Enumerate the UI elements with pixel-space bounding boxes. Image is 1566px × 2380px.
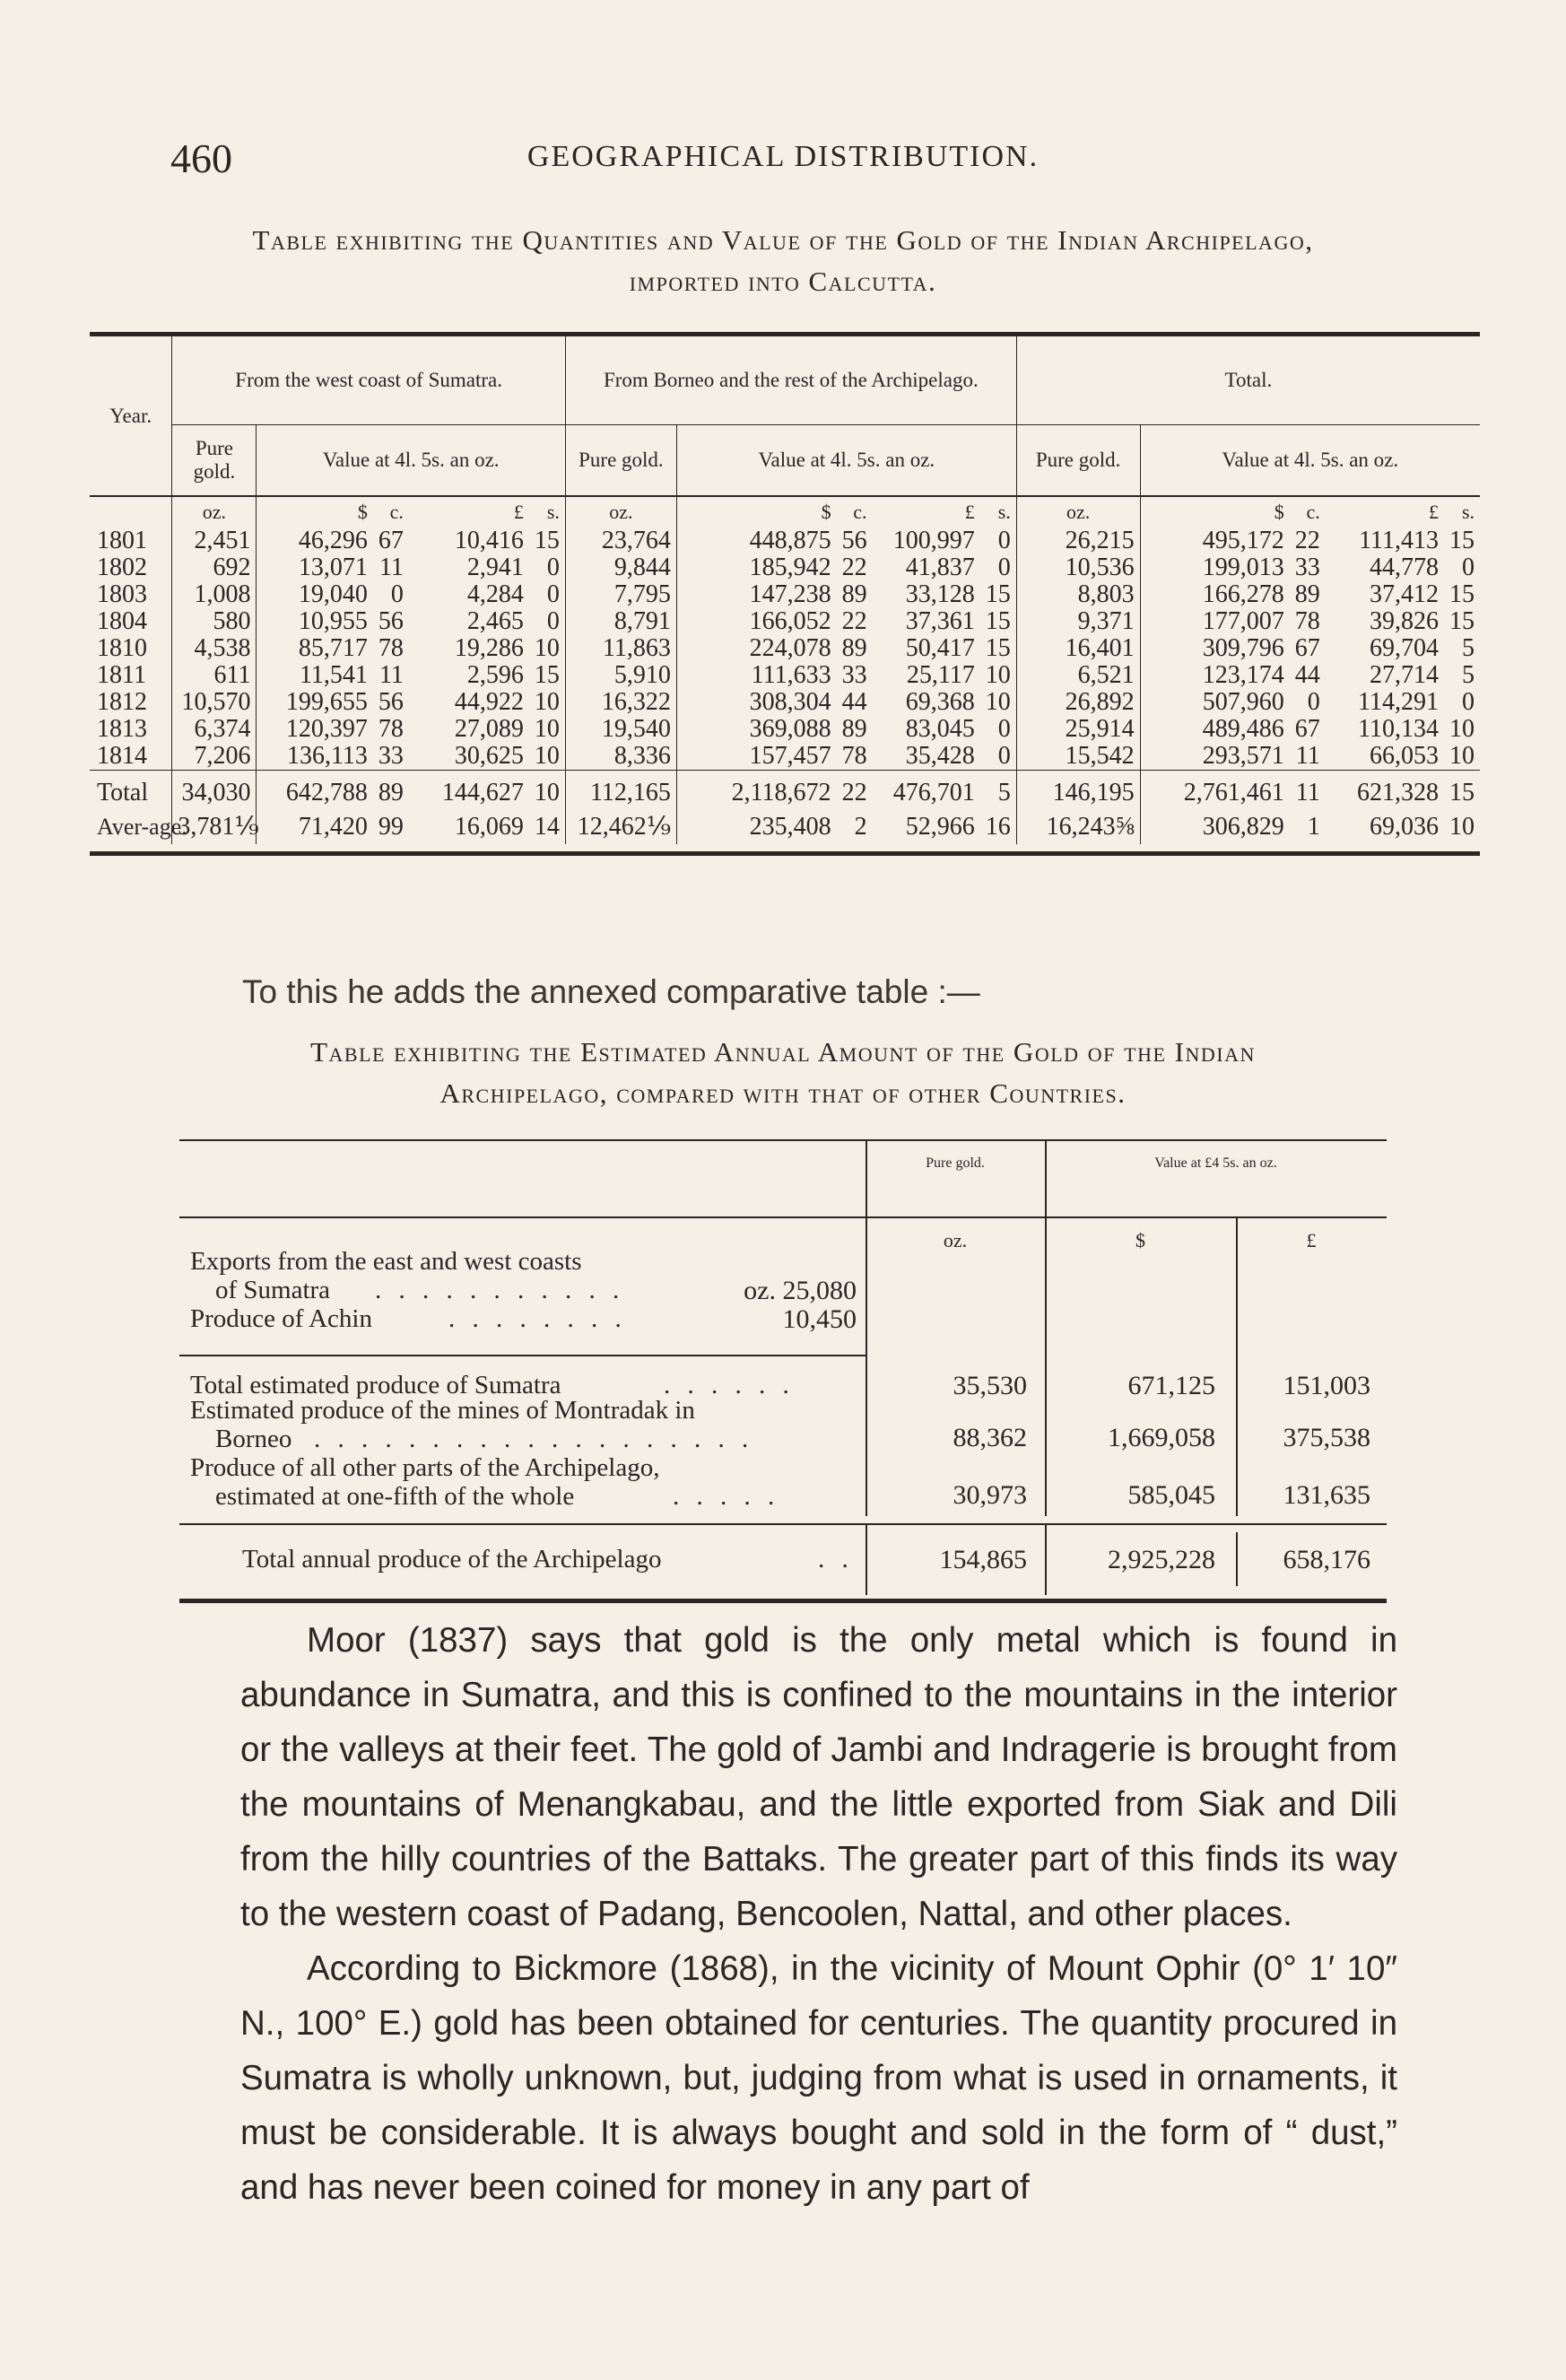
borneo-oz-cell: 5,910 [565,662,676,689]
total-dollars-cell: 199,013 33 [1140,554,1326,581]
borneo-dollars-cell: 147,238 89 [676,581,872,608]
leader-dots: . . . . . . [664,1371,795,1399]
borneo-pounds-cell: 83,045 0 [905,715,1011,743]
total-dollars-cell: 309,796 67 [1140,635,1326,662]
borneo-pounds-cell: 476,701 5 [873,771,1017,811]
t2-unit-oz: oz. [943,1229,968,1251]
table-row [90,608,1480,635]
total-group-header: Total. [1016,336,1480,425]
borneo-oz-cell: 23,764 [565,527,676,554]
table-row [90,581,1480,608]
sumatra-oz-cell: 4,538 [172,635,257,662]
sumatra-oz-cell: 34,030 [172,771,257,811]
borneo-pounds-cell: 33,128 15 [905,580,1011,608]
year-cell: 1812 [97,688,147,716]
table1-caption [126,220,1440,302]
borneo-dollars-cell: 185,942 22 [676,554,872,581]
comparative-table [179,1139,1387,1606]
sumatra-dollars-cell: 199,655 56 [257,689,409,716]
t2-unit-dollar: $ [1135,1229,1145,1251]
units-row [90,497,1480,527]
total-dollars-cell: 177,007 78 [1140,608,1326,635]
borneo-dollars-cell: 157,457 78 [676,743,872,771]
unit-pound-shilling: £ s. [964,501,1011,523]
total-pounds-cell: 69,036 10 [1370,813,1475,841]
total-pounds-cell: 39,826 15 [1370,607,1475,635]
total-oz-cell: 10,536 [1016,554,1140,581]
sumatra-oz-cell: 6,374 [172,716,257,743]
sumatra-pounds-cell: 4,284 0 [466,580,560,608]
sumatra-pounds-cell: 2,941 0 [466,554,560,581]
borneo-oz-cell: 112,165 [565,771,676,811]
col-pure-gold-header: Pure gold. [926,1155,985,1171]
year-cell: 1811 [97,661,146,689]
intro-sentence: To this he adds the annexed comparative table :— [242,973,980,1010]
leader-dots: . . . . . . . . . . . . . . . . . . . [314,1425,754,1453]
borneo-dollars-cell: 111,633 33 [676,662,872,689]
other-label-line2: estimated at one-fifth of the whole [215,1482,575,1511]
borneo-pounds-cell: 25,117 10 [906,661,1011,689]
total-dollars-cell: 2,761,461 11 [1140,771,1326,811]
leader-dots: . . . . . . . . [448,1304,627,1333]
table-row [90,743,1480,771]
sumatra-oz-cell: 611 [172,662,257,689]
year-cell: Aver-age. [97,814,187,840]
total-oz-cell: 26,892 [1016,689,1140,716]
table2-caption-line2: Archipelago, compared with that of other Countries. [439,1077,1127,1109]
table2-divider [1236,1218,1238,1516]
sumatra-pounds-cell: 16,069 14 [454,813,560,841]
borneo-dollars-cell: 308,304 44 [676,689,872,716]
table2-top-rule [179,1139,1387,1141]
total-oz-cell: 146,195 [1016,771,1140,811]
montradak-pounds: 375,538 [1283,1423,1370,1452]
table1-totals [90,771,1480,845]
unit-dollar-cents: $ c. [1140,497,1326,527]
grand-total-label: Total annual produce of the Archipelago [242,1545,662,1574]
borneo-pounds-cell: 41,837 0 [905,554,1011,581]
borneo-dollars-cell: 235,408 2 [676,810,872,844]
sumatra-dollars-cell: 13,071 11 [257,554,409,581]
borneo-dollars-cell: 2,118,672 22 [676,771,872,811]
table-row [90,716,1480,743]
montradak-label-line2: Borneo [215,1425,292,1453]
borneo-dollars-cell: 166,052 22 [676,608,872,635]
achin-label: Produce of Achin [190,1304,372,1333]
sumatra-oz-cell: 580 [172,608,257,635]
sumatra-total-label: Total estimated produce of Sumatra [190,1371,561,1399]
total-oz-cell: 16,401 [1016,635,1140,662]
unit-oz: oz. [1016,497,1140,527]
borneo-dollars-cell: 369,088 89 [676,716,872,743]
table-row [90,635,1480,662]
total-dollars-cell: 166,278 89 [1140,581,1326,608]
total-dollars-cell: 123,174 44 [1140,662,1326,689]
table-row [90,689,1480,716]
sumatra-pounds-cell: 19,286 10 [454,634,560,662]
table2-subrule [179,1523,1387,1525]
total-dollars-cell: 507,960 0 [1140,689,1326,716]
achin-amount: 10,450 [782,1304,857,1334]
borneo-value-header: Value at 4l. 5s. an oz. [676,425,1016,496]
borneo-pounds-cell: 50,417 15 [905,634,1011,662]
leader-dots: . . . . . . . . . . . [375,1276,625,1304]
total-oz-cell: 8,803 [1016,581,1140,608]
sumatra-pounds-cell: 2,596 15 [466,661,560,689]
sumatra-dollars-cell: 642,788 89 [257,771,409,811]
year-cell: 1803 [97,580,147,608]
sumatra-oz: 35,530 [953,1371,1027,1400]
table2-caption-line1: Table exhibiting the Estimated Annual Amount of the Gold of the Indian [310,1036,1256,1068]
paragraph-bickmore: According to Bickmore (1868), in the vicinity of Mount Ophir (0° 1′ 10″ N., 100° E.) gold has been obtained for centuries. The quantity procured in Sumatra is wholly unknown, but, judging from what is used in ornaments, it must be considerable. It is always bought and sold in the form of “ dust,” and has never been coined for money in any part of [240,1949,1397,2207]
sumatra-oz-cell: 692 [172,554,257,581]
sumatra-oz-cell: 2,451 [172,527,257,554]
grand-total-dollars: 2,925,228 [1108,1545,1215,1574]
grand-total-oz: 154,865 [939,1545,1027,1574]
borneo-pounds-cell: 52,966 16 [905,813,1011,841]
total-pounds-cell: 114,291 0 [1358,688,1475,716]
total-oz-cell: 25,914 [1016,716,1140,743]
montradak-oz: 88,362 [953,1423,1027,1452]
sumatra-value-header: Value at 4l. 5s. an oz. [257,425,565,496]
sumatra-pounds-cell: 144,627 10 [409,771,566,811]
table2-subrule [179,1355,866,1356]
sumatra-oz-cell: 7,206 [172,743,257,771]
borneo-pounds-cell: 69,368 10 [905,688,1011,716]
year-cell: 1814 [97,742,147,770]
total-dollars-cell: 306,829 1 [1140,810,1326,844]
unit-oz: oz. [172,497,257,527]
unit-oz: oz. [565,497,676,527]
table-bottom-rule [90,851,1480,856]
unit-pound-shilling: £ s. [1429,501,1475,523]
total-pure-gold-header: Pure gold. [1016,425,1140,496]
year-cell: 1804 [97,607,147,635]
other-pounds: 131,635 [1283,1480,1370,1510]
sumatra-pounds-cell: 30,625 10 [454,742,560,770]
borneo-oz-cell: 11,863 [565,635,676,662]
total-pounds-cell: 111,413 15 [1359,527,1475,554]
other-oz: 30,973 [953,1480,1027,1510]
borneo-oz-cell: 12,462⅑ [565,810,676,844]
table1-rows [90,497,1480,771]
other-dollars: 585,045 [1127,1480,1215,1510]
exports-amount: oz. 25,080 [744,1276,857,1305]
borneo-pounds-cell: 35,428 0 [905,742,1011,770]
total-dollars-cell: 495,172 22 [1140,527,1326,554]
page-number: 460 [170,135,232,181]
total-dollars-cell: 293,571 11 [1140,743,1326,771]
table1-body [90,497,1480,844]
total-oz-cell: 26,215 [1016,527,1140,554]
borneo-oz-cell: 16,322 [565,689,676,716]
total-oz-cell: 16,243⅝ [1016,810,1140,844]
borneo-oz-cell: 7,795 [565,581,676,608]
year-cell: 1810 [97,634,147,662]
year-cell: 1801 [97,527,147,554]
borneo-oz-cell: 9,844 [565,554,676,581]
total-oz-cell: 15,542 [1016,743,1140,771]
average-row [90,810,1480,844]
borneo-group-header: From Borneo and the rest of the Archipelago. [565,336,1016,425]
unit-dollar-cents: $ c. [676,497,872,527]
total-pounds-cell: 44,778 0 [1370,554,1475,581]
total-oz-cell: 9,371 [1016,608,1140,635]
sumatra-dollars-cell: 46,296 67 [257,527,409,554]
total-pounds-cell: 66,053 10 [1370,742,1475,770]
exports-label-line1: Exports from the east and west coasts [190,1247,582,1276]
sumatra-dollars: 671,125 [1127,1371,1215,1400]
t2-unit-pound: £ [1306,1229,1317,1251]
sumatra-pounds: 151,003 [1283,1371,1370,1400]
body-text [240,1613,1397,2215]
table2-divider [866,1139,867,1516]
sumatra-pounds-cell: 10,416 15 [454,527,560,554]
sumatra-pure-gold-header: Pure gold. [172,425,257,496]
year-cell: 1813 [97,715,147,743]
gold-imports-table [90,332,1480,856]
table1-caption-line2: imported into Calcutta. [629,266,937,297]
montradak-dollars: 1,669,058 [1108,1423,1215,1452]
borneo-pounds-cell: 37,361 15 [905,607,1011,635]
sumatra-dollars-cell: 71,420 99 [257,810,409,844]
sumatra-dollars-cell: 19,040 0 [257,581,409,608]
sumatra-oz-cell: 1,008 [172,581,257,608]
table2-caption [126,1032,1440,1114]
total-row [90,771,1480,811]
sumatra-dollars-cell: 11,541 11 [257,662,409,689]
sumatra-group-header: From the west coast of Sumatra. [172,336,566,425]
borneo-dollars-cell: 448,875 56 [676,527,872,554]
total-pounds-cell: 27,714 5 [1370,661,1475,689]
montradak-label-line1: Estimated produce of the mines of Montradak in [190,1396,695,1425]
sumatra-dollars-cell: 120,397 78 [257,716,409,743]
year-cell: Total [90,771,172,811]
unit-dollar-cents: $ c. [257,497,409,527]
leader-dots: . . . . . [673,1482,780,1511]
table-row [90,662,1480,689]
sumatra-pounds-cell: 44,922 10 [454,688,560,716]
sumatra-pounds-cell: 27,089 10 [454,715,560,743]
total-dollars-cell: 489,486 67 [1140,716,1326,743]
running-head: GEOGRAPHICAL DISTRIBUTION. [526,140,1040,173]
borneo-oz-cell: 8,336 [565,743,676,771]
sumatra-pounds-cell: 2,465 0 [466,607,560,635]
col-value-header: Value at £4 5s. an oz. [1154,1155,1277,1171]
exports-label-line2: of Sumatra [215,1276,331,1304]
total-pounds-cell: 37,412 15 [1370,580,1475,608]
sumatra-dollars-cell: 10,955 56 [257,608,409,635]
sumatra-oz-cell: 10,570 [172,689,257,716]
leader-dots: . . [818,1545,854,1574]
sumatra-dollars-cell: 85,717 78 [257,635,409,662]
table2-divider [1045,1139,1047,1516]
year-cell: 1802 [97,554,147,581]
borneo-oz-cell: 8,791 [565,608,676,635]
other-label-line1: Produce of all other parts of the Archipelago, [190,1453,660,1482]
table-row [90,554,1480,581]
table1-header [90,336,1480,495]
sumatra-dollars-cell: 136,113 33 [257,743,409,771]
unit-pound-shilling: £ s. [513,501,560,523]
table2-header-rule [179,1216,1387,1218]
borneo-pure-gold-header: Pure gold. [565,425,676,496]
borneo-dollars-cell: 224,078 89 [676,635,872,662]
total-oz-cell: 6,521 [1016,662,1140,689]
total-pounds-cell: 69,704 5 [1370,634,1475,662]
borneo-pounds-cell: 100,997 0 [892,527,1011,554]
page-header [170,135,1396,188]
sumatra-oz-cell: 3,781⅑ [172,810,257,844]
total-pounds-cell: 621,328 15 [1326,771,1480,811]
borneo-oz-cell: 19,540 [565,716,676,743]
table1-caption-line1: Table exhibiting the Quantities and Value of the Gold of the Indian Archipelago, [252,224,1314,256]
year-column-header: Year. [109,404,152,427]
table2-bottom-rule [179,1599,1387,1603]
table-row [90,527,1480,554]
total-value-header: Value at 4l. 5s. an oz. [1140,425,1480,496]
grand-total-pounds: 658,176 [1283,1545,1370,1574]
paragraph-moor: Moor (1837) says that gold is the only metal which is found in abundance in Sumatra, and this is confined to the mountains in the interior or the valleys at their feet. The gold of Jambi and Indragerie is brought from the mountains of Menangkabau, and the little exported from Siak and Dili from the hilly countries of the Battaks. The greater part of this finds its way to the western coast of Padang, Bencoolen, Nattal, and other places. [240,1621,1397,1933]
total-pounds-cell: 110,134 10 [1358,715,1475,743]
